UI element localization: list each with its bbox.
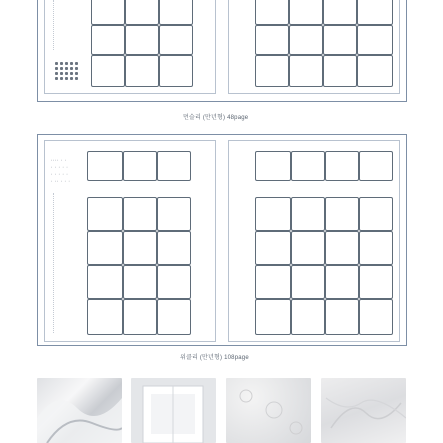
week-header-cell <box>87 151 123 181</box>
week-header-cell <box>359 151 393 181</box>
cover-thumbnail-book[interactable] <box>131 378 216 443</box>
week-cell <box>255 299 291 335</box>
week-header-cell <box>325 151 359 181</box>
week-cell <box>87 197 123 231</box>
month-cell <box>255 25 289 55</box>
month-cell <box>289 25 323 55</box>
monthly-planner-frame <box>37 0 407 102</box>
cover-thumbnail-embroidery[interactable] <box>321 378 406 443</box>
month-cell <box>91 25 125 55</box>
weekly-planner-frame <box>37 134 407 346</box>
mini-calendar-icon: •••• • • • • • • • • • • • • • •• • • • <box>51 158 71 183</box>
week-cell <box>359 299 393 335</box>
weekly-left-page <box>44 140 216 342</box>
month-cell <box>289 0 323 25</box>
weekly-right-page <box>228 140 400 342</box>
week-header-cell <box>123 151 157 181</box>
weekly-caption: 위클리 (만년형) 108page <box>180 355 249 361</box>
monthly-right-page <box>228 0 400 94</box>
month-cell <box>125 25 159 55</box>
week-cell <box>325 265 359 299</box>
month-cell <box>125 0 159 25</box>
week-cell <box>123 197 157 231</box>
week-cell <box>123 231 157 265</box>
week-cell <box>157 197 191 231</box>
cover-thumbnail-lace[interactable] <box>226 378 311 443</box>
month-cell <box>159 55 193 87</box>
week-cell <box>157 265 191 299</box>
week-header-cell <box>157 151 191 181</box>
week-cell <box>291 299 325 335</box>
month-cell <box>125 55 159 87</box>
week-cell <box>123 299 157 335</box>
month-cell <box>357 0 393 25</box>
monthly-caption: 먼슬리 (만년형) 48page <box>183 115 249 121</box>
week-cell <box>87 299 123 335</box>
week-cell <box>255 231 291 265</box>
month-cell <box>159 0 193 25</box>
month-cell <box>323 55 357 87</box>
week-cell <box>325 197 359 231</box>
week-cell <box>359 265 393 299</box>
week-cell <box>359 231 393 265</box>
week-cell <box>325 231 359 265</box>
week-cell <box>87 265 123 299</box>
left-rail <box>53 193 55 333</box>
left-rail <box>53 0 55 50</box>
week-cell <box>87 231 123 265</box>
mini-calendar-icon <box>55 62 81 82</box>
month-cell <box>255 0 289 25</box>
month-cell <box>357 25 393 55</box>
week-cell <box>157 299 191 335</box>
week-header-cell <box>291 151 325 181</box>
month-cell <box>91 0 125 25</box>
week-cell <box>291 197 325 231</box>
cover-thumbnail-drape[interactable] <box>37 378 122 443</box>
drape-icon <box>37 378 122 443</box>
week-cell <box>291 265 325 299</box>
month-cell <box>357 55 393 87</box>
embroidery-icon <box>321 378 406 443</box>
monthly-left-page <box>44 0 216 94</box>
book-icon <box>131 378 216 443</box>
week-cell <box>325 299 359 335</box>
week-header-cell <box>255 151 291 181</box>
month-cell <box>91 55 125 87</box>
week-cell <box>255 265 291 299</box>
week-cell <box>123 265 157 299</box>
month-cell <box>289 55 323 87</box>
week-cell <box>291 231 325 265</box>
month-cell <box>323 25 357 55</box>
week-cell <box>359 197 393 231</box>
month-cell <box>255 55 289 87</box>
lace-pattern-icon <box>226 378 311 443</box>
month-cell <box>323 0 357 25</box>
week-cell <box>157 231 191 265</box>
month-cell <box>159 25 193 55</box>
week-cell <box>255 197 291 231</box>
